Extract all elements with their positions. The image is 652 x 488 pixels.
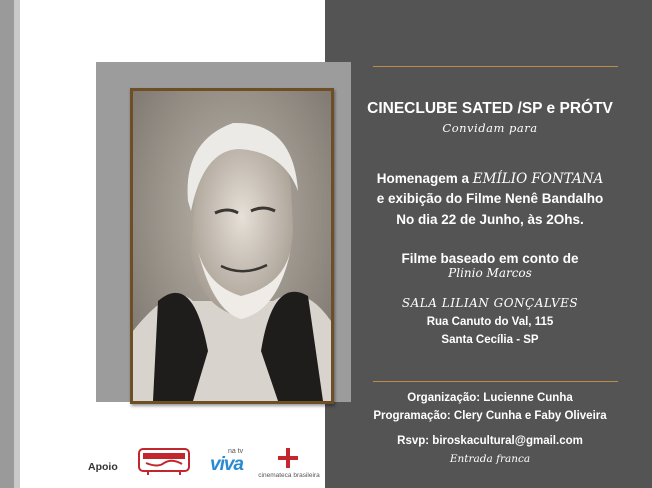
divider-bottom bbox=[373, 381, 618, 382]
programming-credit: Programação: Clery Cunha e Faby Oliveira bbox=[373, 410, 607, 422]
honoree-name: EMÍLIO FONTANA bbox=[472, 171, 604, 187]
venue-address: Rua Canuto do Val, 115 bbox=[426, 316, 554, 328]
venue-name: SALA LILIAN GONÇALVES bbox=[401, 296, 579, 310]
cinemateca-logo bbox=[256, 446, 322, 482]
screening-line: e exibição do Filme Nenê Bandalho bbox=[376, 191, 604, 206]
invitation-title: CINECLUBE SATED /SP e PRÓTV bbox=[367, 100, 613, 117]
viva-tv-logo bbox=[210, 448, 254, 476]
divider-top bbox=[373, 66, 618, 67]
left-gray-strip bbox=[0, 0, 14, 488]
date-line: No dia 22 de Junho, às 2Ohs. bbox=[396, 212, 584, 227]
left-light-strip bbox=[14, 0, 20, 488]
viva-tv-big-text: viva bbox=[210, 454, 243, 475]
support-label: Apoio bbox=[88, 461, 118, 473]
based-on-line: Filme baseado em conto de bbox=[401, 251, 579, 266]
biroska-logo bbox=[138, 446, 190, 476]
homage-line bbox=[350, 171, 630, 187]
author-name: Plinio Marcos bbox=[448, 266, 532, 280]
free-entry-note: Entrada franca bbox=[449, 453, 531, 465]
viva-tv-small-text: na tv bbox=[228, 448, 244, 455]
homage-prefix: Homenagem a bbox=[376, 171, 473, 186]
rsvp-email[interactable]: Rsvp: biroskacultural@gmail.com bbox=[397, 435, 583, 447]
organization-credit: Organização: Lucienne Cunha bbox=[407, 392, 573, 404]
cinemateca-text: cinemateca brasileira bbox=[258, 472, 320, 479]
venue-district: Santa Cecília - SP bbox=[441, 334, 539, 346]
invitation-subtitle: Convidam para bbox=[442, 121, 538, 135]
portrait-photo bbox=[130, 88, 334, 404]
